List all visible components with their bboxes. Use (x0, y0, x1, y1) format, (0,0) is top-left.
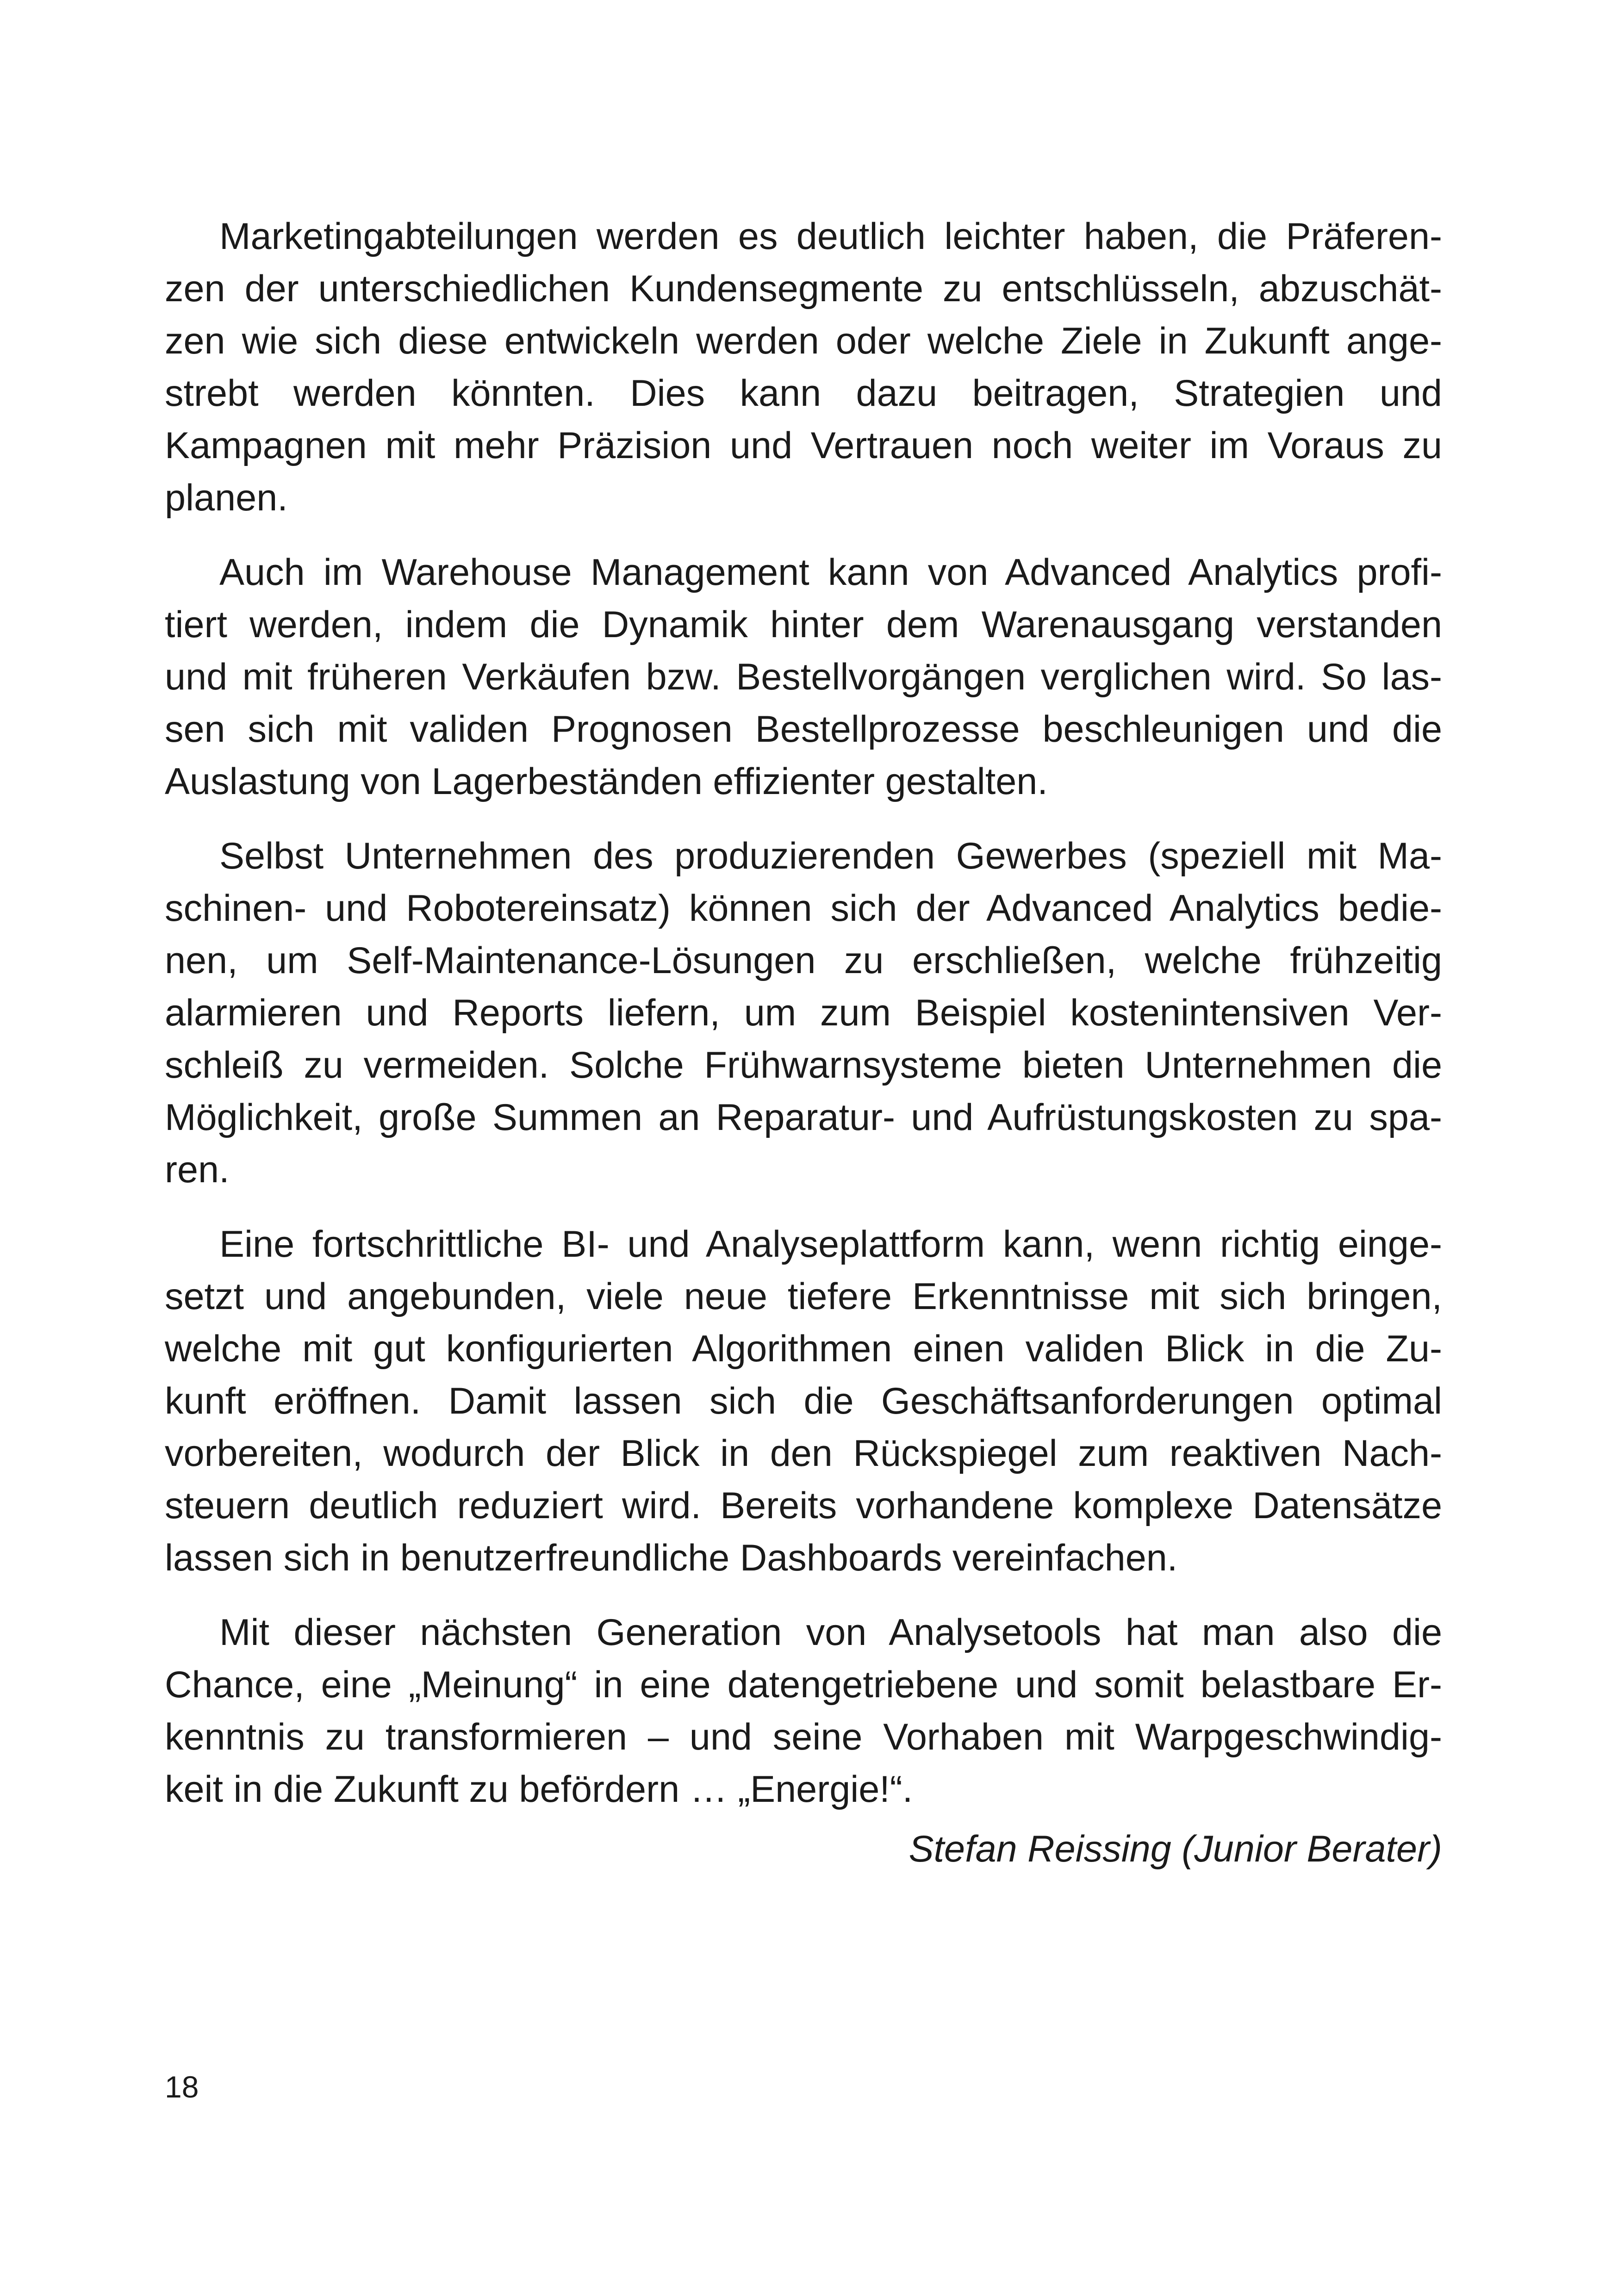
text-line: sen sich mit validen Prognosen Bestellprozesse beschleunigen und die (165, 708, 1442, 750)
page-number: 18 (165, 2070, 199, 2104)
text-line: Möglichkeit, große Summen an Reparatur- und Aufrüstungskosten zu spa- (165, 1097, 1442, 1138)
text-line: und mit früheren Verkäufen bzw. Bestellvorgängen verglichen wird. So las- (165, 656, 1442, 698)
text-line: zen wie sich diese entwickeln werden oder welche Ziele in Zukunft ange- (165, 320, 1442, 362)
paragraph-marketing (165, 211, 1442, 524)
text-line: Marketingabteilungen werden es deutlich leichter haben, die Präferen- (219, 216, 1442, 257)
text-line: kunft eröffnen. Damit lassen sich die Geschäftsanforderungen optimal (165, 1380, 1442, 1422)
paragraph-manufacturing (165, 830, 1442, 1196)
text-line: Selbst Unternehmen des produzierenden Gewerbes (speziell mit Ma- (219, 835, 1442, 877)
text-line: Chance, eine „Meinung“ in eine datengetriebene und somit belastbare Er- (165, 1664, 1442, 1706)
text-line: planen. (165, 477, 288, 519)
text-line: kenntnis zu transformieren – und seine Vorhaben mit Warpgeschwindig- (165, 1716, 1442, 1758)
text-line: vorbereiten, wodurch der Blick in den Rückspiegel zum reaktiven Nach- (165, 1433, 1442, 1474)
text-line: Auslastung von Lagerbeständen effizienter gestalten. (165, 761, 1048, 802)
text-line: tiert werden, indem die Dynamik hinter dem Warenausgang verstanden (165, 604, 1442, 645)
text-line: welche mit gut konfigurierten Algorithmen einen validen Blick in die Zu- (165, 1328, 1442, 1370)
text-line: steuern deutlich reduziert wird. Bereits vorhandene komplexe Datensätze (165, 1485, 1442, 1527)
body-text (165, 211, 1442, 1838)
text-line: zen der unterschiedlichen Kundensegmente zu entschlüsseln, abzuschät- (165, 268, 1442, 310)
paragraph-conclusion (165, 1607, 1442, 1816)
text-line: lassen sich in benutzerfreundliche Dashboards vereinfachen. (165, 1537, 1178, 1579)
text-line: setzt und angebunden, viele neue tiefere Erkenntnisse mit sich bringen, (165, 1276, 1442, 1317)
author-signature: Stefan Reissing (Junior Berater) (909, 1828, 1442, 1870)
text-line: Kampagnen mit mehr Präzision und Vertrauen noch weiter im Voraus zu (165, 425, 1442, 466)
text-line: schleiß zu vermeiden. Solche Frühwarnsysteme bieten Unternehmen die (165, 1044, 1442, 1086)
text-line: Eine fortschrittliche BI- und Analyseplattform kann, wenn richtig einge- (219, 1223, 1442, 1265)
text-line: Mit dieser nächsten Generation von Analysetools hat man also die (219, 1612, 1442, 1653)
text-line: strebt werden könnten. Dies kann dazu beitragen, Strategien und (165, 372, 1442, 414)
text-line: Auch im Warehouse Management kann von Advanced Analytics profi- (219, 552, 1442, 593)
text-line: alarmieren und Reports liefern, um zum Beispiel kostenintensiven Ver- (165, 992, 1442, 1034)
text-line: nen, um Self-Maintenance-Lösungen zu erschließen, welche frühzeitig (165, 940, 1442, 981)
paragraph-bi-platform (165, 1218, 1442, 1584)
paragraph-warehouse (165, 546, 1442, 808)
text-line: keit in die Zukunft zu befördern … „Energie!“. (165, 1769, 913, 1810)
text-line: schinen- und Robotereinsatz) können sich der Advanced Analytics bedie- (165, 887, 1442, 929)
text-line: ren. (165, 1149, 230, 1191)
